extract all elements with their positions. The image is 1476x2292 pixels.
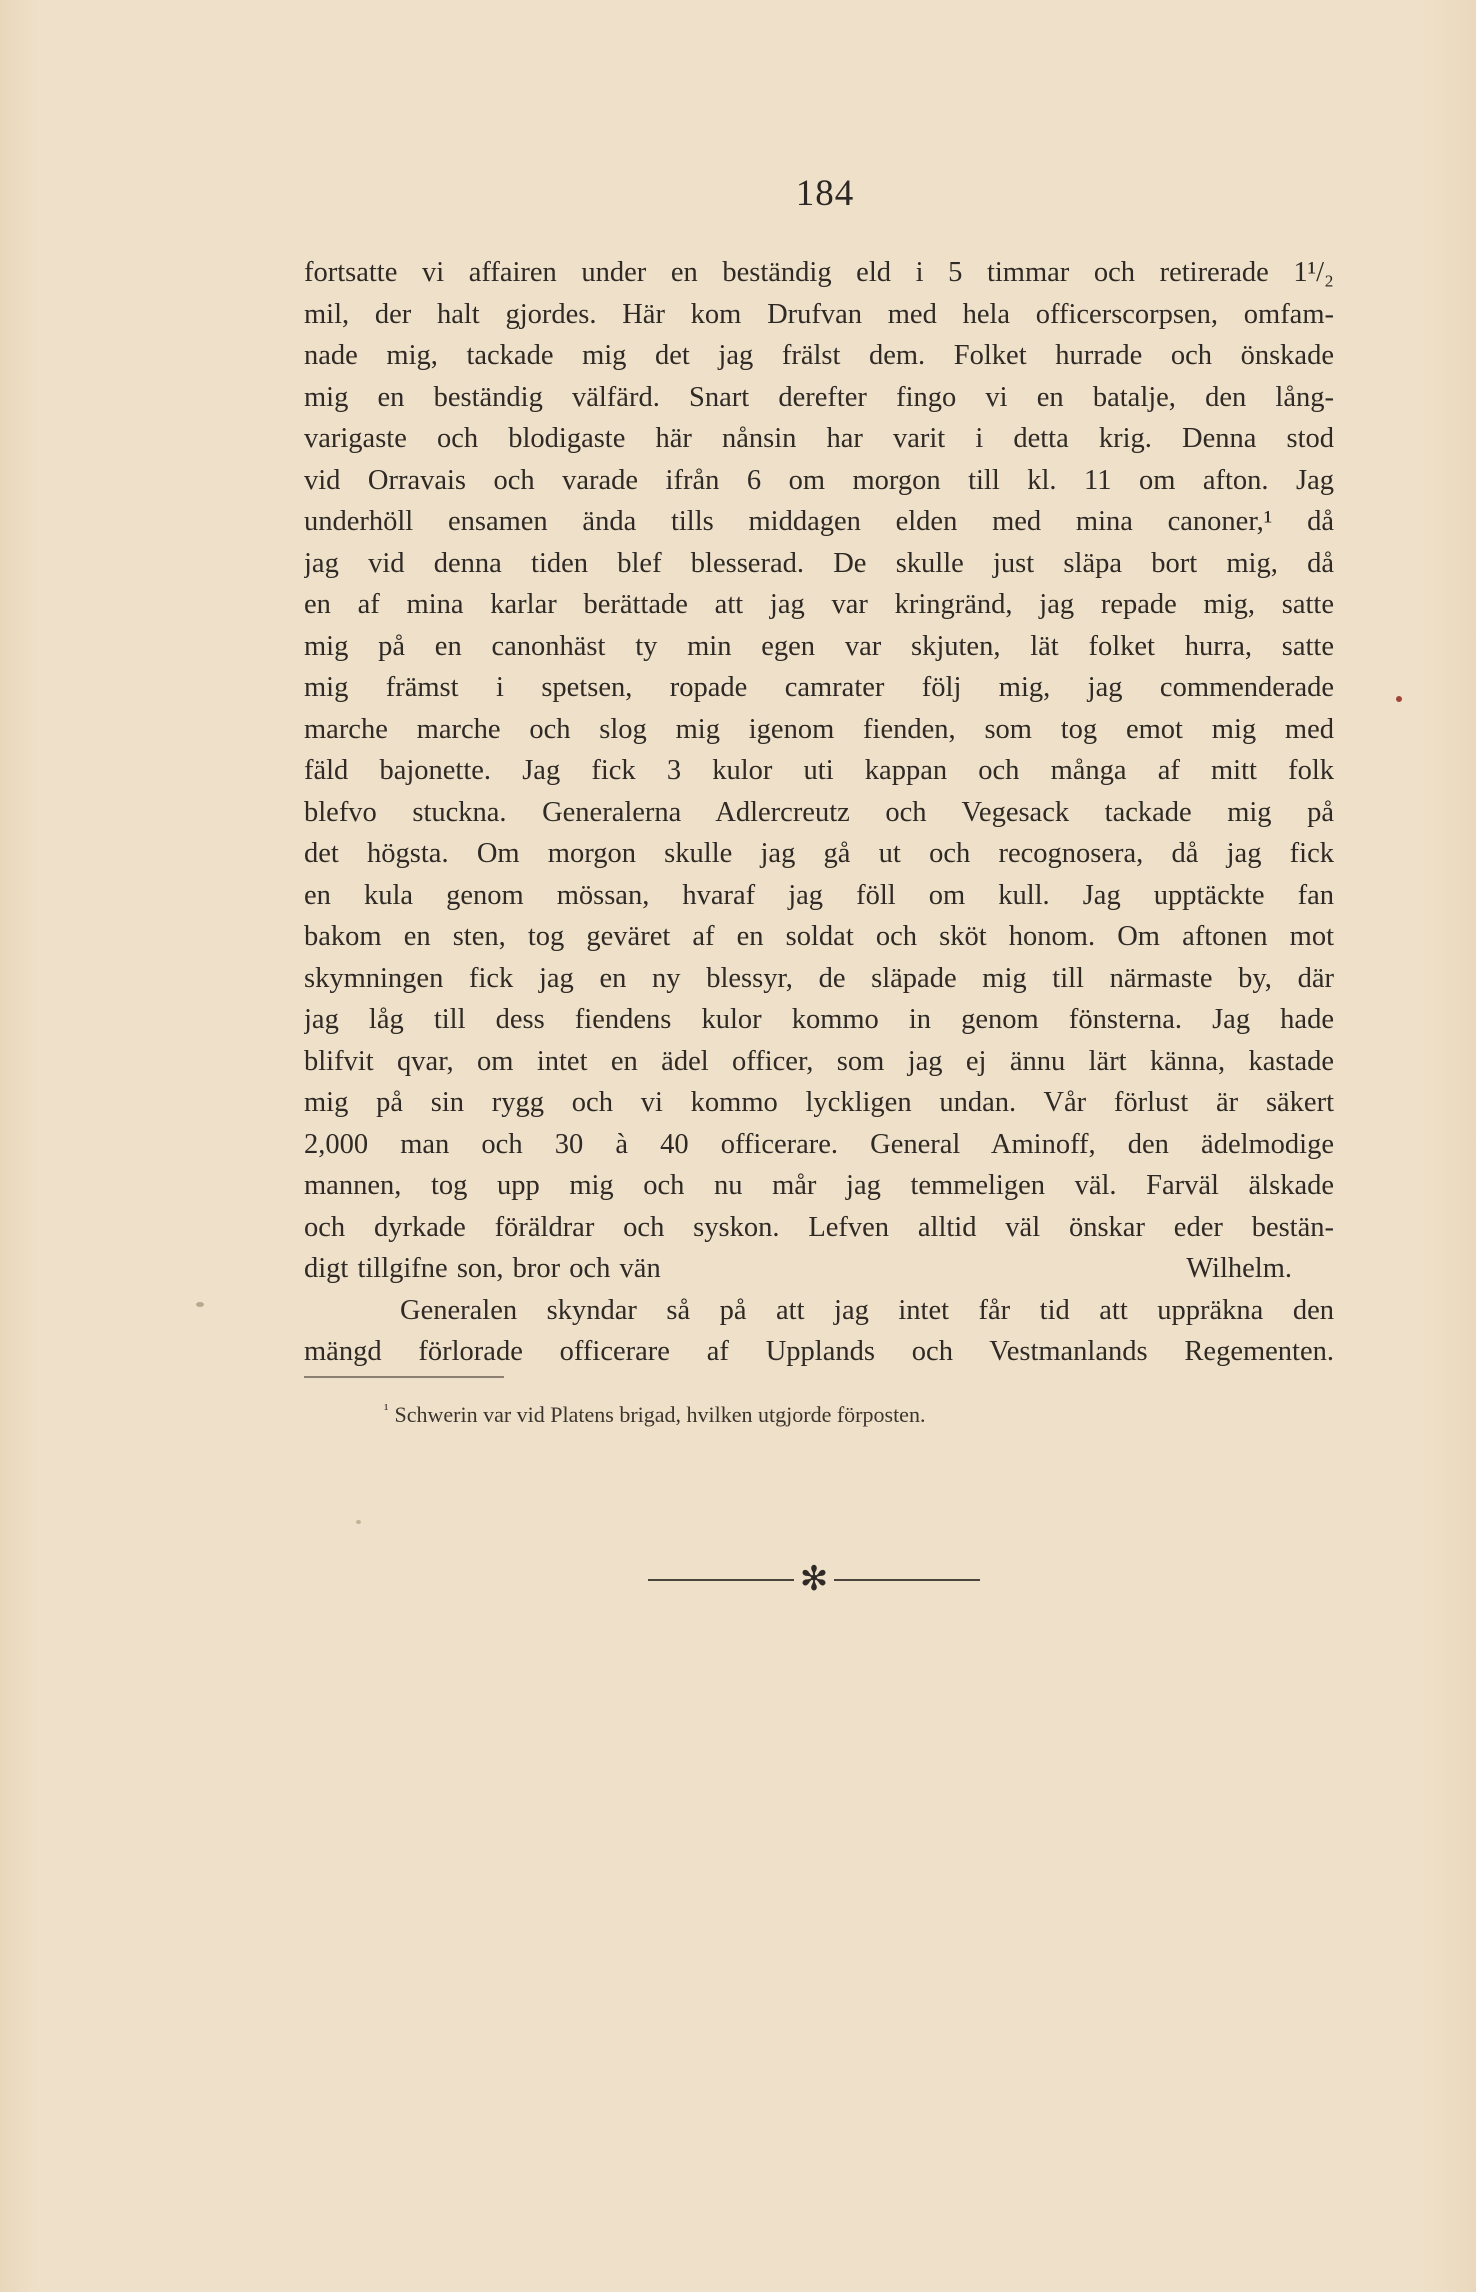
text-line: blefvo stuckna. Generalerna Adlercreutz och Vegesack tackade mig på: [304, 796, 1334, 828]
text-line: mil, der halt gjordes. Här kom Drufvan med hela officerscorpsen, omfam-: [304, 298, 1334, 330]
text-line: fäld bajonette. Jag fick 3 kulor uti kappan och många af mitt folk: [304, 755, 1334, 786]
text-line: 2,000 man och 30 à 40 officerare. General Aminoff, den ädelmodige: [304, 1128, 1334, 1160]
text-line: nade mig, tackade mig det jag frälst dem. Folket hurrade och önskade: [304, 340, 1334, 371]
signature: Wilhelm.: [1186, 1253, 1292, 1284]
paper-speck: [1396, 696, 1402, 702]
paper-speck: [196, 1302, 204, 1307]
text-line: varigaste och blodigaste här nånsin har varit i detta krig. Denna stod: [304, 423, 1334, 454]
ornament-rule-right: [834, 1579, 980, 1581]
text-line: en af mina karlar berättade att jag var kringränd, jag repade mig, satte: [304, 589, 1334, 620]
text-line: mig en beständig välfärd. Snart derefter fingo vi en batalje, den lång-: [304, 381, 1334, 413]
page-number: 184: [795, 173, 855, 214]
asterism-icon: ✻: [799, 1561, 829, 1598]
closing-text: digt tillgifne son, bror och vän: [304, 1253, 661, 1284]
text-line: blifvit qvar, om intet en ädel officer, som jag ej ännu lärt känna, kastade: [304, 1045, 1334, 1077]
text-line: Generalen skyndar så på att jag intet får tid att uppräkna den: [400, 1294, 1334, 1326]
ornament-rule-left: [648, 1579, 794, 1581]
text-line: mängd förlorade officerare af Upplands och Vestmanlands Regementen.: [304, 1336, 1334, 1367]
footnote-rule: [304, 1376, 504, 1378]
text-line: underhöll ensamen ända tills middagen elden med mina canoner,¹ då: [304, 506, 1334, 537]
text-line: bakom en sten, tog geväret af en soldat och sköt honom. Om aftonen mot: [304, 921, 1334, 952]
text-line: jag vid denna tiden blef blesserad. De skulle just släpa bort mig, då: [304, 547, 1334, 579]
footnote-text: Schwerin var vid Platens brigad, hvilken utgjorde förposten.: [394, 1402, 926, 1427]
text-line: mig på sin rygg och vi kommo lyckligen undan. Vår förlust är säkert: [304, 1087, 1334, 1118]
section-ornament: [648, 1560, 980, 1600]
text-line: jag låg till dess fiendens kulor kommo in genom fönsterna. Jag hade: [304, 1004, 1334, 1035]
text-line: skymningen fick jag en ny blessyr, de släpade mig till närmaste by, där: [304, 962, 1334, 994]
text-line: vid Orravais och varade ifrån 6 om morgon till kl. 11 om afton. Jag: [304, 464, 1334, 496]
closing-line: [304, 1248, 1334, 1290]
text-line: marche marche och slog mig igenom fienden, som tog emot mig med: [304, 713, 1334, 745]
text-line: det högsta. Om morgon skulle jag gå ut och recognosera, då jag fick: [304, 838, 1334, 869]
text-line: mig på en canonhäst ty min egen var skjuten, lät folket hurra, satte: [304, 630, 1334, 662]
footnote-marker: ¹: [384, 1402, 389, 1418]
text-line: mig främst i spetsen, ropade camrater följ mig, jag commenderade: [304, 672, 1334, 703]
footnote: [384, 1395, 925, 1430]
text-line: mannen, tog upp mig och nu mår jag temmeligen väl. Farväl älskade: [304, 1170, 1334, 1201]
paper-speck: [356, 1520, 361, 1524]
body-text: [304, 252, 1334, 1373]
text-line: en kula genom mössan, hvaraf jag föll om kull. Jag upptäckte fan: [304, 879, 1334, 911]
text-line: och dyrkade föräldrar och syskon. Lefven alltid väl önskar eder bestän-: [304, 1211, 1334, 1243]
text-line: fortsatte vi affairen under en beständig eld i 5 timmar och retirerade 1¹/₂: [304, 257, 1334, 288]
